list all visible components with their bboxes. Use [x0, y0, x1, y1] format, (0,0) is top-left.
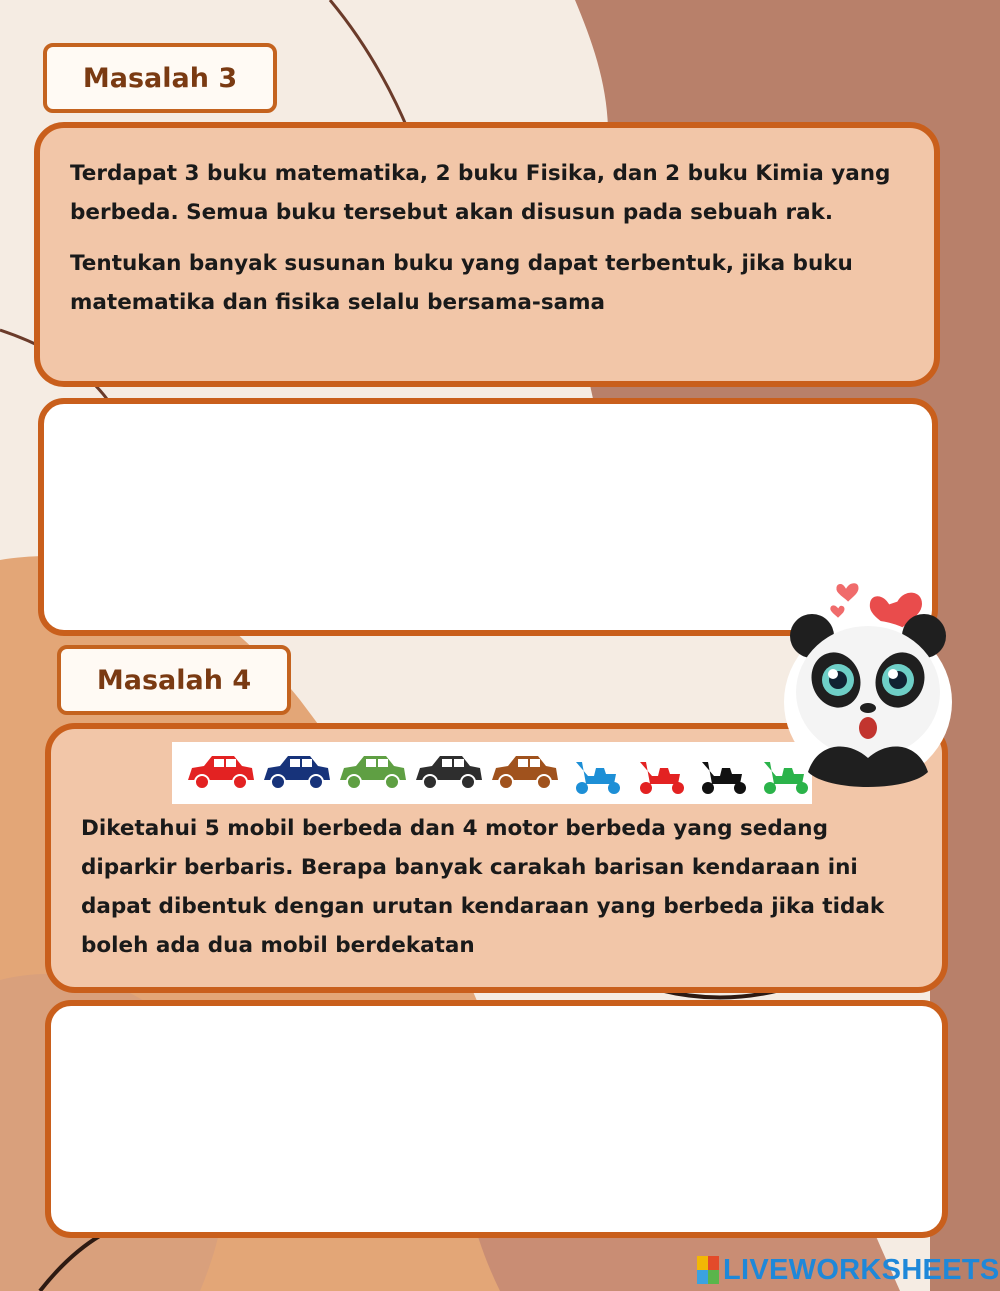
masalah-4-paragraph: Diketahui 5 mobil berbeda dan 4 motor berbeda yang sedang diparkir berbaris. Berapa banyak carakah barisan kendaraan ini dapat dibentuk dengan urutan kendaraan yang berbeda jika tidak boleh ada dua mobil berdekatan [81, 816, 885, 958]
car-icon [412, 750, 484, 794]
vehicles-illustration [172, 742, 812, 804]
car-icon [184, 750, 256, 794]
logo-text: LIVEWORKSHEETS [723, 1253, 1000, 1286]
masalah-3-paragraph-2: Tentukan banyak susunan buku yang dapat terbentuk, jika buku matematika dan fisika selalu bersama-sama [70, 251, 853, 315]
masalah-3-label: Masalah 3 [43, 43, 277, 113]
masalah-3-question [34, 122, 940, 387]
logo-mark-icon [697, 1256, 719, 1284]
masalah-4-answer-box[interactable] [45, 1000, 948, 1238]
car-icon [488, 750, 560, 794]
masalah-4-label: Masalah 4 [57, 645, 291, 715]
scooter-icon [568, 756, 626, 798]
car-icon [260, 750, 332, 794]
liveworksheets-logo [697, 1253, 1000, 1287]
scooter-icon [694, 756, 752, 798]
scooter-icon [632, 756, 690, 798]
car-icon [336, 750, 408, 794]
masalah-3-paragraph-1: Terdapat 3 buku matematika, 2 buku Fisika, dan 2 buku Kimia yang berbeda. Semua buku tersebut akan disusun pada sebuah rak. [70, 161, 891, 225]
panda-mascot-icon [778, 562, 958, 802]
